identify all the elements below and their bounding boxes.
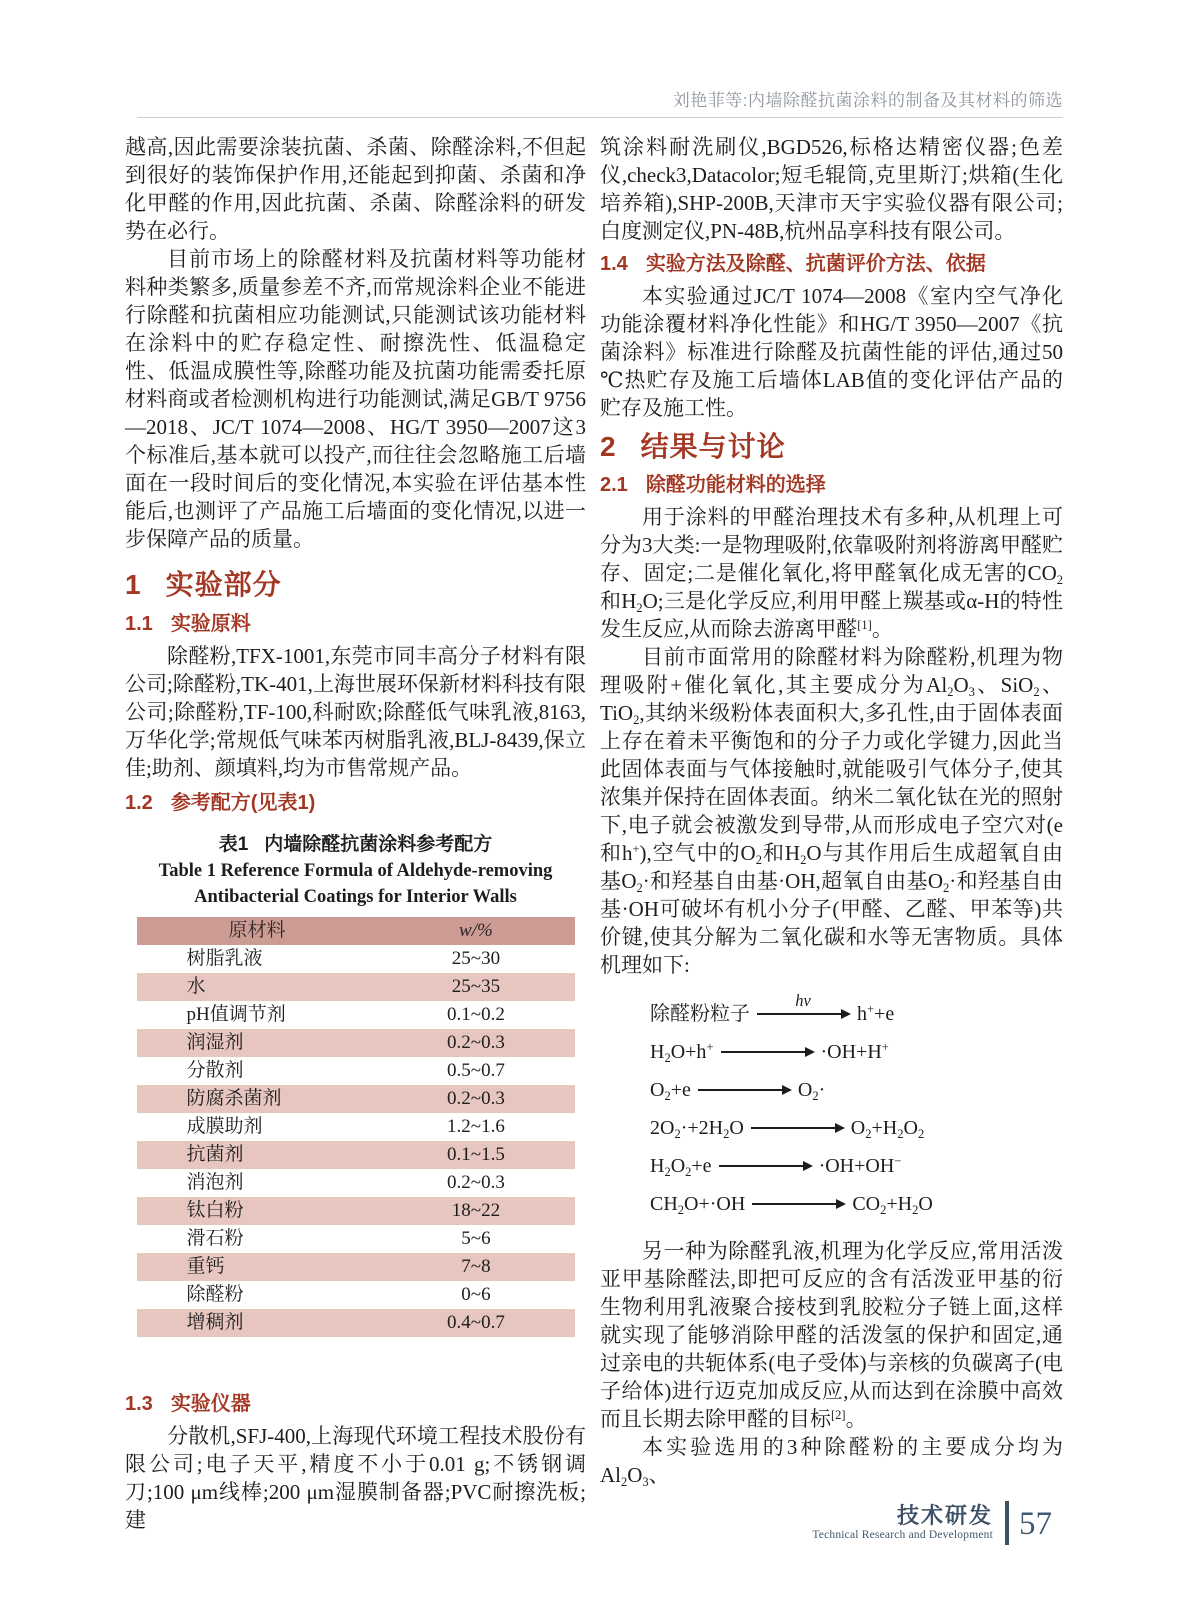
- reaction-arrow-icon: [721, 1051, 813, 1053]
- paragraph-continuation: 越高,因此需要涂装抗菌、杀菌、除醛涂料,不但起到很好的装饰保护作用,还能起到抑菌、杀菌和净化甲醛的作用,因此抗菌、杀菌、除醛涂料的研发势在必行。: [125, 135, 586, 243]
- percent-cell: 5~6: [461, 1228, 491, 1249]
- table-row: [137, 1169, 575, 1197]
- table-header-row: [137, 917, 575, 945]
- percent-cell: 0.1~1.5: [377, 1141, 574, 1169]
- table-1-block: [125, 832, 586, 1337]
- material-cell: 分散剂: [186, 1060, 244, 1081]
- percent-cell: 0.1~0.2: [447, 1004, 505, 1025]
- equation: [650, 1147, 1063, 1185]
- table-row: [137, 1141, 575, 1169]
- table-caption-en-line1: Table 1 Reference Formula of Aldehyde-removing: [158, 861, 553, 881]
- percent-cell: 7~8: [377, 1253, 574, 1281]
- page-number: 57: [1019, 1505, 1052, 1542]
- paragraph-emulsion-mechanism: 另一种为除醛乳液,机理为化学反应,常用活泼亚甲基除醛法,即把可反应的含有活泼亚甲基的衍生物利用乳液聚合接枝到乳胶粒分子链上面,这样就实现了能够消除甲醛的活泼氢的保护和固定,通过亲电的共轭体系(电子受体)与亲核的负碳离子(电子给体)进行迈克加成反应,从而达到在涂膜中高效而且长期去除甲醛的目标[2]。: [600, 1239, 1063, 1431]
- section-heading-2: 2 结果与讨论: [600, 431, 786, 462]
- equation: [650, 1185, 1063, 1223]
- equation-lhs: $O_2+e$: [650, 1079, 691, 1103]
- equation-rhs: $O_2\cdot$: [797, 1079, 826, 1103]
- table-row: [137, 945, 575, 973]
- percent-cell: 0.2~0.3: [377, 1029, 574, 1057]
- material-cell: 消泡剂: [186, 1172, 244, 1193]
- paragraph-formaldehyde-tech: 用于涂料的甲醛治理技术有多种,从机理上可分为3大类:一是物理吸附,依靠吸附剂将游离甲醛贮存、固定;二是催化氧化,将甲醛氧化成无害的$CO_2$和$H_2O$;三是化学反应,利用甲醛上羰基或α-H的特性发生反应,从而除去游离甲醛[1]。: [600, 505, 1063, 641]
- table-row: [137, 1253, 575, 1281]
- equation-lhs: $H_2O+h^+$: [650, 1040, 714, 1065]
- material-cell: pH值调节剂: [186, 1004, 286, 1025]
- percent-cell: 25~35: [377, 973, 574, 1001]
- percent-cell: 18~22: [377, 1197, 574, 1225]
- material-cell: 重钙: [137, 1253, 378, 1281]
- footer-section-labels: [812, 1504, 993, 1542]
- column-header-percent: w/%: [377, 917, 574, 945]
- reaction-arrow-icon: [752, 1203, 844, 1205]
- formula-table: [137, 917, 575, 1337]
- reaction-arrow-icon: [751, 1127, 843, 1129]
- paragraph-market-overview: 目前市场上的除醛材料及抗菌材料等功能材料种类繁多,质量参差不齐,而常规涂料企业不能进行除醛和抗菌相应功能测试,只能测试该功能材料在涂料中的贮存稳定性、耐擦洗性、低温稳定性、低温成膜性等,除醛功能及抗菌功能需委托原材料商或者检测机构进行功能测试,满足GB/T 9756—2018、JC/T 1074—2008、HG/T 3950—2007这3个标准后,基本就可以投产,而往往会忽略施工后墙面在一段时间后的变化情况,本实验在评估基本性能后,也测评了产品施工后墙面的变化情况,以进一步保障产品的质量。: [125, 247, 586, 551]
- subsection-heading-1-1: 1.1 实验原料: [125, 613, 251, 635]
- material-cell: 水: [137, 973, 378, 1001]
- percent-cell: 0.2~0.3: [447, 1172, 505, 1193]
- percent-cell: 1.2~1.6: [447, 1116, 505, 1137]
- subsection-heading-1-2: 1.2 参考配方(见表1): [125, 792, 316, 814]
- table-row: [137, 1057, 575, 1085]
- table-header: [137, 917, 575, 945]
- table-caption-cn: 表1 内墙除醛抗菌涂料参考配方: [218, 834, 493, 855]
- equation-rhs: ·OH+OH−: [818, 1154, 902, 1177]
- equation-lhs: $2O_2\cdot+2H_2O$: [650, 1117, 744, 1141]
- table-row: [137, 1113, 575, 1141]
- table-row: [137, 1309, 575, 1337]
- footer-section-en: Technical Research and Development: [812, 1529, 993, 1541]
- table-row: [137, 1001, 575, 1029]
- equation: [650, 991, 1063, 1033]
- left-column: [125, 133, 586, 1534]
- table-row: [137, 1029, 575, 1057]
- subsection-heading-1-3: 1.3 实验仪器: [125, 1393, 251, 1415]
- footer-section-cn: 技术研发: [896, 1503, 993, 1528]
- material-cell: 滑石粉: [186, 1228, 244, 1249]
- running-header-title: 刘艳菲等:内墙除醛抗菌涂料的制备及其材料的筛选: [672, 91, 1063, 110]
- equation-rhs: ·OH+H+: [820, 1040, 889, 1063]
- footer-divider: [1005, 1501, 1009, 1545]
- material-cell: 树脂乳液: [186, 948, 263, 969]
- subsection-heading-2-1: 2.1 除醛功能材料的选择: [600, 474, 826, 496]
- paragraph-method: 本实验通过JC/T 1074—2008《室内空气净化功能涂覆材料净化性能》和HG/T 3950—2007《抗菌涂料》标准进行除醛及抗菌性能的评估,通过50 ℃热贮存及施工后墙体LAB值的变化评估产品的贮存及施工性。: [600, 284, 1063, 420]
- table-body: [137, 945, 575, 1337]
- material-cell: 防腐杀菌剂: [137, 1085, 378, 1113]
- material-cell: 除醛粉: [186, 1284, 244, 1305]
- material-cell: 成膜助剂: [186, 1116, 263, 1137]
- percent-cell: 0.5~0.7: [447, 1060, 505, 1081]
- equation-rhs: $CO_2+H_2O$: [852, 1193, 933, 1217]
- paragraph-powder-mechanism: 目前市面常用的除醛材料为除醛粉,机理为物理吸附+催化氧化,其主要成分为$Al_2O_3$、SiO$_2$、TiO$_2$,其纳米级粉体表面积大,多孔性,由于固体表面上存在着未平衡饱和的分子力或化学键力,因此当此固体表面与气体接触时,就能吸引气体分子,使其浓集并保持在固体表面。纳米二氧化钛在光的照射下,电子就会被激发到导带,从而形成电子空穴对(e和h+),空气中的$O_2$和$H_2O$与其作用后生成超氧自由基$O_2\cdot$和羟基自由基·OH,超氧自由基$O_2\cdot$和羟基自由基·OH可破坏有机小分子(甲醛、乙醛、甲苯等)共价键,使其分解为二氧化碳和水等无害物质。具体机理如下:: [600, 645, 1064, 977]
- material-cell: 钛白粉: [137, 1197, 378, 1225]
- paragraph-instruments: 分散机,SFJ-400,上海现代环境工程技术股份有限公司;电子天平,精度不小于0.01 g;不锈钢调刀;100 μm线棒;200 μm湿膜制备器;PVC耐擦洗板;建: [125, 1424, 586, 1532]
- equation-lhs: 除醛粉粒子: [650, 1003, 750, 1025]
- reaction-arrow-icon: [698, 1089, 790, 1091]
- equation: [650, 1109, 1063, 1147]
- page-footer: [812, 1501, 1052, 1545]
- table-row: [137, 973, 575, 1001]
- equation-rhs: h++e: [857, 1002, 895, 1025]
- percent-cell: 25~30: [451, 948, 501, 969]
- reaction-arrow-icon: [719, 1165, 811, 1167]
- percent-cell: 0~6: [461, 1284, 491, 1305]
- table-row: [137, 1197, 575, 1225]
- table-caption-en-line2: Antibacterial Coatings for Interior Walls: [194, 887, 517, 907]
- paragraph-instruments-continued: 筑涂料耐洗刷仪,BGD526,标格达精密仪器;色差仪,check3,Datacolor;短毛辊筒,克里斯汀;烘箱(生化培养箱),SHP-200B,天津市天宇实验仪器有限公司;白度测定仪,PN-48B,杭州品享科技有限公司。: [600, 135, 1063, 243]
- paragraph-selected-powders: 本实验选用的3种除醛粉的主要成分均为$Al_2O_3$、: [600, 1435, 1063, 1489]
- equation: [650, 1033, 1063, 1071]
- subsection-heading-1-4: 1.4 实验方法及除醛、抗菌评价方法、依据: [600, 253, 986, 275]
- section-heading-1: 1 实验部分: [125, 569, 282, 600]
- table-row: [137, 1225, 575, 1253]
- right-column: [600, 133, 1063, 1489]
- percent-cell: 0.2~0.3: [377, 1085, 574, 1113]
- reaction-arrow-icon: [757, 991, 849, 1015]
- header-rule: [137, 117, 1063, 118]
- equation-lhs: $H_2O_2+e$: [650, 1155, 712, 1179]
- equation-list: [650, 991, 1063, 1223]
- equation-lhs: $CH_2O+\cdot OH$: [650, 1193, 746, 1217]
- arrow-label: hν: [795, 991, 811, 1010]
- column-header-material: 原材料: [137, 917, 378, 945]
- equation: [650, 1071, 1063, 1109]
- percent-cell: 0.4~0.7: [377, 1309, 574, 1337]
- material-cell: 润湿剂: [137, 1029, 378, 1057]
- paragraph-raw-materials: 除醛粉,TFX-1001,东莞市同丰高分子材料有限公司;除醛粉,TK-401,上海世展环保新材料科技有限公司;除醛粉,TF-100,科耐欧;除醛低气味乳液,8163,万华化学;常规低气味苯丙树脂乳液,BLJ-8439,保立佳;助剂、颜填料,均为市售常规产品。: [125, 644, 586, 780]
- table-row: [137, 1281, 575, 1309]
- material-cell: 增稠剂: [137, 1309, 378, 1337]
- table-row: [137, 1085, 575, 1113]
- equation-rhs: $O_2+H_2O_2$: [850, 1117, 925, 1141]
- material-cell: 抗菌剂: [137, 1141, 378, 1169]
